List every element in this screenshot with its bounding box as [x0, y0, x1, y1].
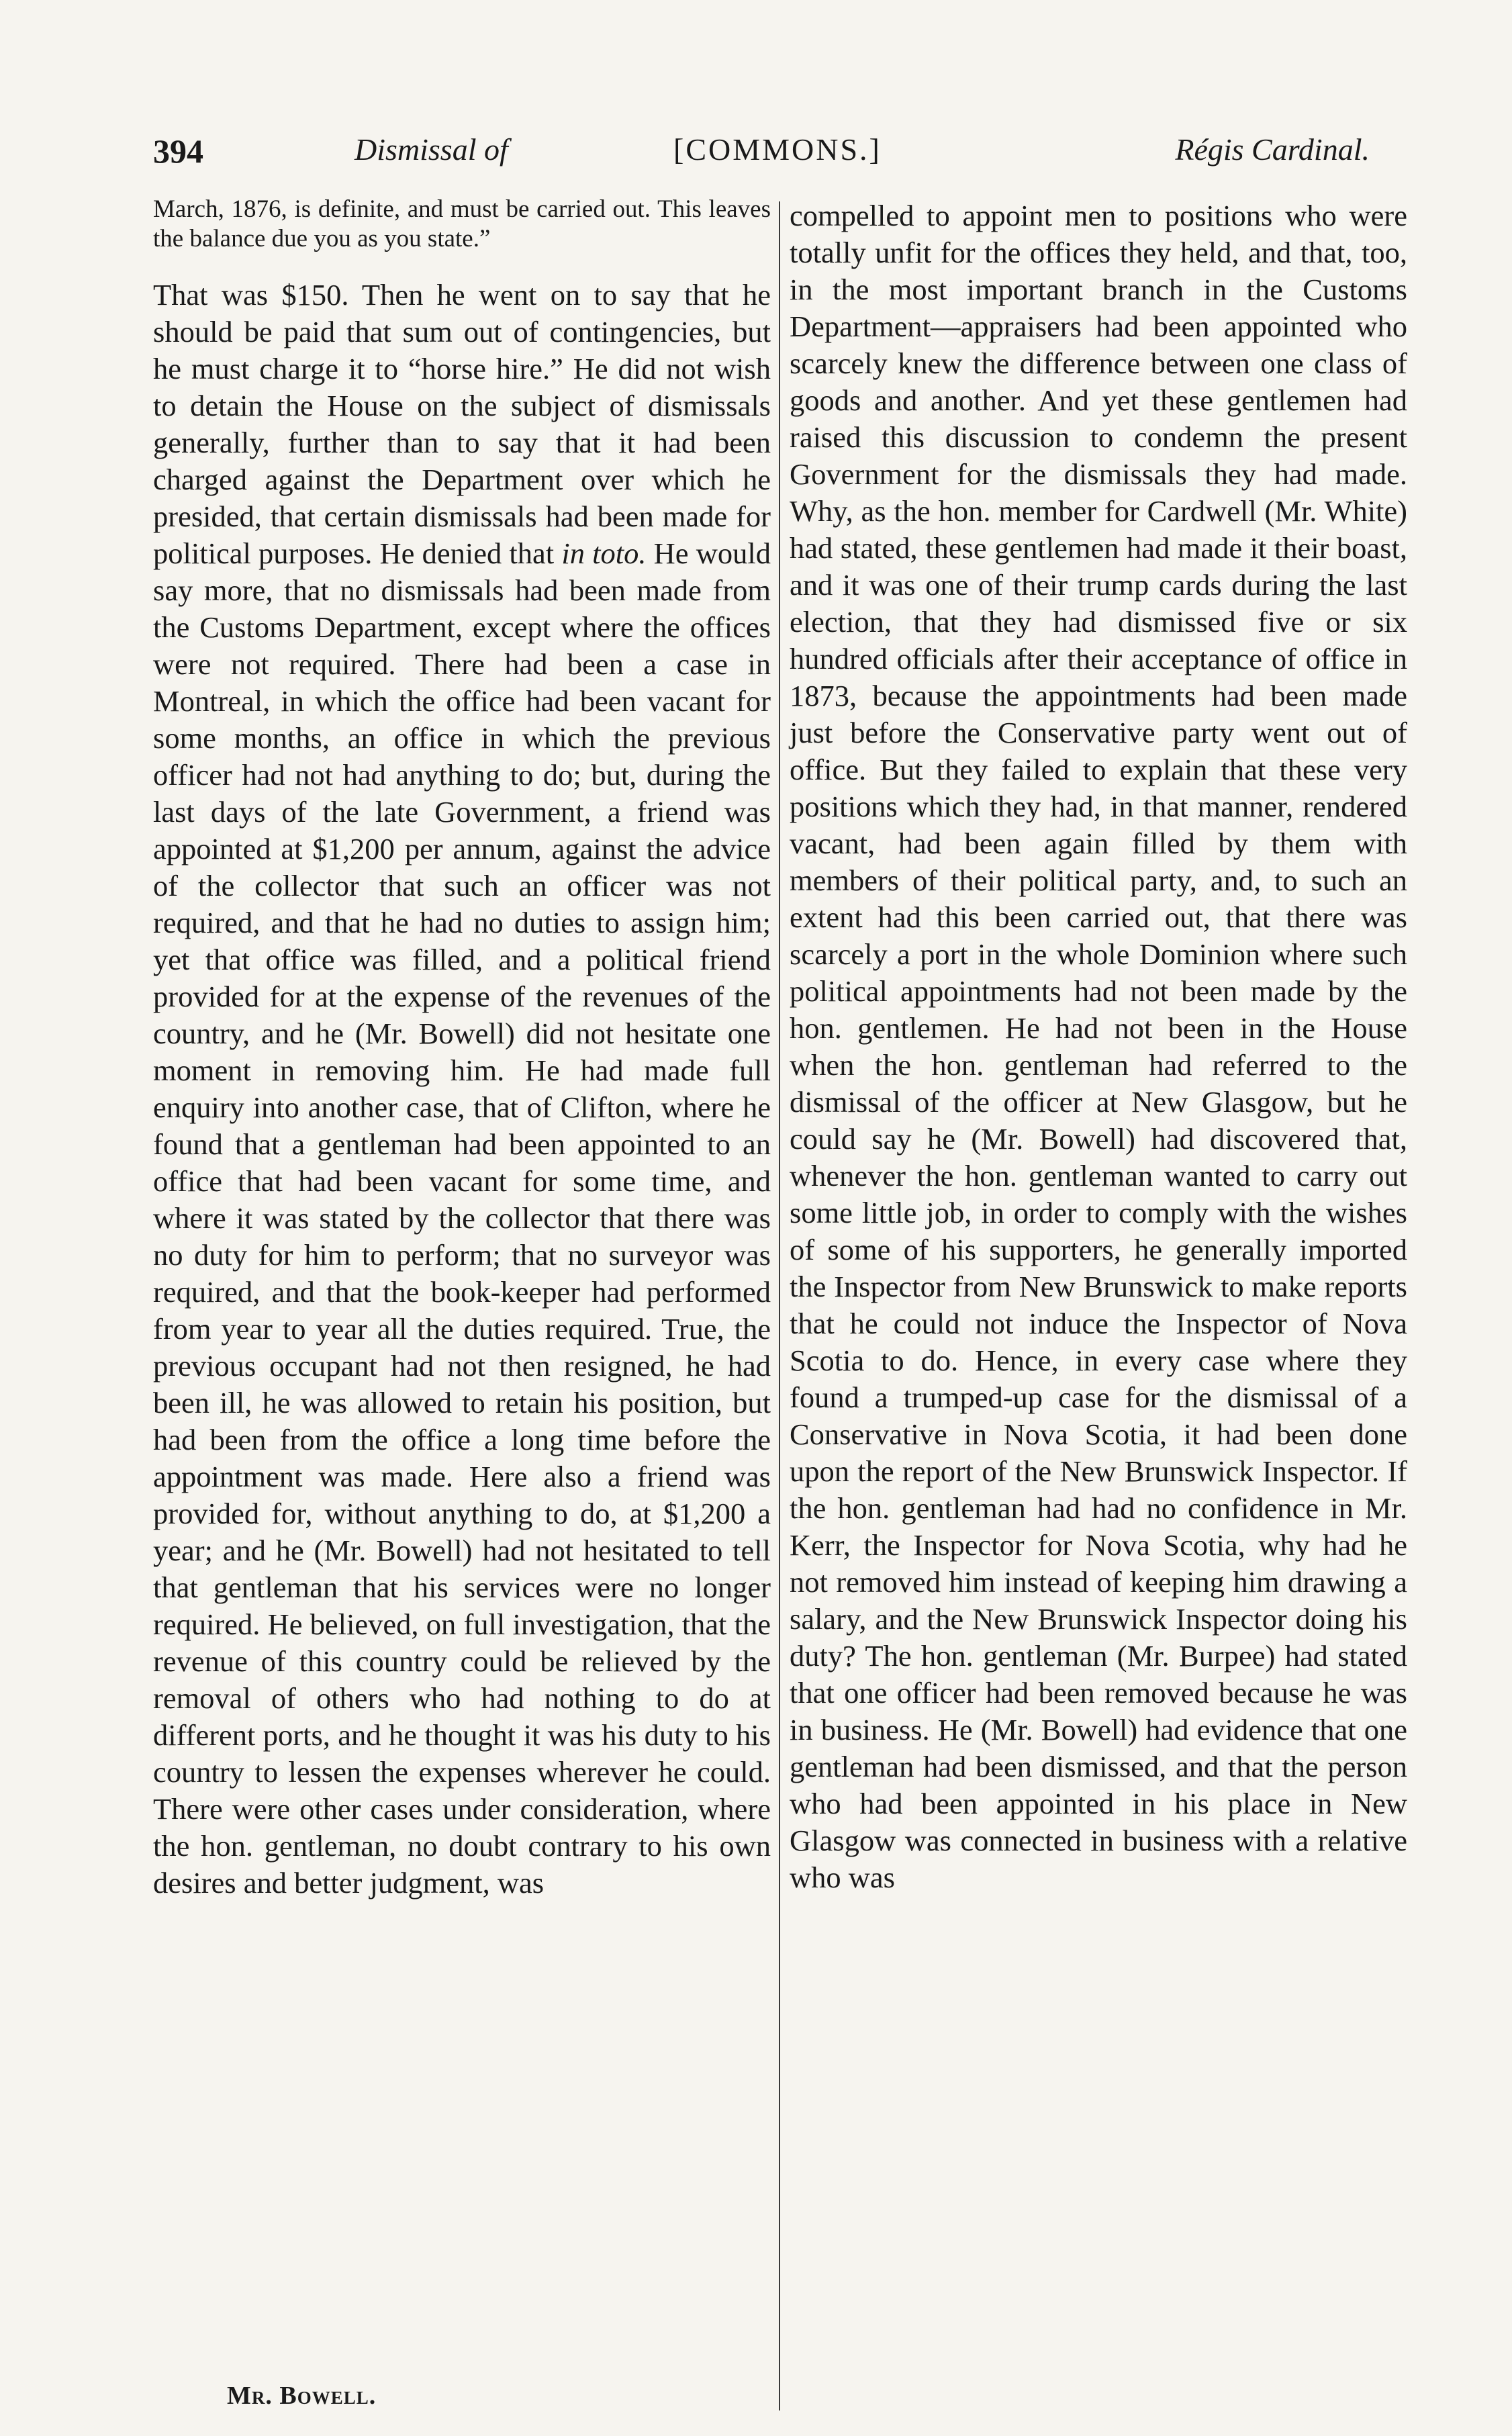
right-paragraph: compelled to appoint men to positions who were totally unfit for the offices they held, and that, too, in the most important branch in the Customs Department—appraisers had been appointed who scarcely knew the difference between one class of goods and another. And yet these gentlemen had raised this discussion to condemn the present Government for the dismissals they had made. Why, as the hon. member for Cardwell (Mr. White) had stated, these gentlemen had made it their boast, and it was one of their trump cards during the last election, that they had dismissed five or six hundred officials after their acceptance of office in 1873, because the appointments had been made just before the Conservative party went out of office. But they failed to explain that these very positions which they had, in that manner, rendered vacant, had been again filled by them with members of their political party, and, to such an extent had this been carried out, that there was scarcely a port in the whole Dominion where such political appointments had not been made by the hon. gentlemen. He had not been in the House when the hon. gentleman had referred to the dismissal of the officer at New Glasgow, but he could say he (Mr. Bowell) had discovered that, whenever the hon. gentleman wanted to carry out some little job, in order to comply with the wishes of some of his supporters, he generally imported the Inspector from New Brunswick to make reports that he could not induce the Inspector of Nova Scotia to do. Hence, in every case where they found a trumped-up case for the dismissal of a Conservative in Nova Scotia, it had been done upon the report of the New Brunswick Inspector. If the hon. gentleman had had no confidence in Mr. Kerr, the Inspector for Nova Scotia, why had he not removed him instead of keeping him drawing a salary, and the New Brunswick Inspector doing his duty? The hon. gentleman (Mr. Burpee) had stated that one officer had been removed because he was in business. He (Mr. Bowell) had evidence that one gentleman had been dismissed, and that the person who had been appointed in his place in New Glasgow was connected in business with a relative who was [790, 199, 1407, 1894]
right-column [790, 197, 1407, 1896]
left-paragraph-italic: in toto. [561, 536, 647, 570]
speaker-footer: Mr. Bowell. [227, 2382, 377, 2410]
column-divider [779, 201, 780, 2410]
quoted-letter-end: March, 1876, is definite, and must be carried out. This leaves the balance due you as you state.” [153, 195, 771, 252]
left-column [153, 195, 771, 1902]
header-right-title: Régis Cardinal. [1175, 132, 1370, 167]
header-center-title: [COMMONS.] [673, 132, 882, 167]
left-paragraph [153, 277, 771, 1902]
page-number: 394 [153, 132, 203, 170]
left-paragraph-text-a: That was $150. Then he went on to say that he should be paid that sum out of contingencies, but he must charge it to “horse hire.” He did not wish to detain the House on the subject of dismissals generally, further than to say that it had been charged against the Department over which he presided, that certain dismissals had been made for political purposes. He denied that [153, 278, 771, 570]
left-paragraph-text-b: He would say more, that no dismissals had been made from the Customs Department, except where the offices were not required. There had been a case in Montreal, in which the office had been vacant for some months, an office in which the previous officer had not had anything to do; but, during the last days of the late Government, a friend was appointed at $1,200 per annum, against the advice of the collector that such an officer was not required, and that he had no duties to assign him; yet that office was filled, and a political friend provided for at the expense of the revenues of the country, and he (Mr. Bowell) did not hesitate one moment in removing him. He had made full enquiry into another case, that of Clifton, where he found that a gentleman had been appointed to an office that had been vacant for some time, and where it was stated by the collector that there was no duty for him to perform; that no surveyor was required, and that the book-keeper had performed from year to year all the duties required. True, the previous occupant had not then resigned, he had been ill, he was allowed to retain his position, but had been from the office a long time before the appointment was made. Here also a friend was provided for, without anything to do, at $1,200 a year; and he (Mr. Bowell) had not hesitated to tell that gentleman that his services were no longer required. He believed, on full investigation, that the revenue of this country could be relieved by the removal of others who had nothing to do at different ports, and he thought it was his duty to his country to lessen the expenses wherever he could. There were other cases under consideration, where the hon. gentleman, no doubt contrary to his own desires and better judgment, was [153, 536, 771, 1900]
header-left-title: Dismissal of [355, 132, 508, 167]
running-header [153, 132, 1370, 179]
